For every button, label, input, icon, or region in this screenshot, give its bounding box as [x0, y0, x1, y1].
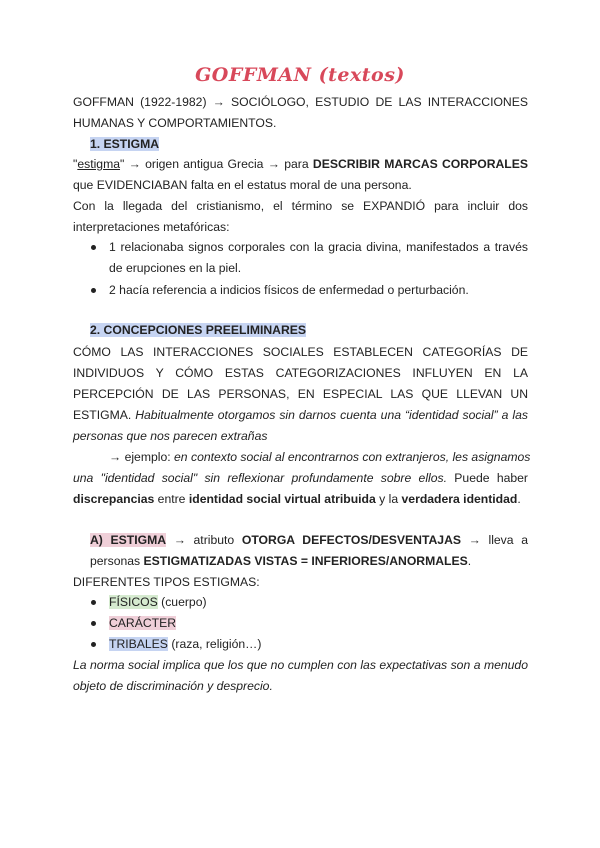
section-a-label: A) ESTIGMA: [90, 533, 167, 547]
bold-text: ESTIGMATIZADAS VISTAS = INFERIORES/ANORMALES: [143, 554, 468, 568]
italic-text: una "identidad social" sin reflexionar profundamente sobre ellos.: [73, 471, 448, 485]
bold-text: verdadera identidad: [401, 492, 518, 506]
paragraph-text: → atributo: [166, 533, 242, 547]
section-1-paragraph-1-line-2: que EVIDENCIABAN falta en el estatus moral de una persona.: [73, 178, 412, 192]
section-2-line-1: CÓMO LAS INTERACCIONES SOCIALES ESTABLECEN CATEGORÍAS DE: [73, 345, 528, 359]
bullet-dot: [91, 245, 96, 250]
type-label: TRIBALES: [109, 637, 168, 651]
section-a-line-2: [90, 554, 528, 569]
paragraph-text: personas: [90, 554, 144, 568]
paragraph-text: .: [467, 554, 472, 568]
quote-mark: ": [73, 157, 78, 171]
section-2-line-8: [73, 492, 528, 507]
italic-text: Habitualmente otorgamos sin darnos cuenta una “identidad social” a las: [135, 408, 528, 422]
type-physical: [109, 595, 528, 610]
section-2-line-3: PERCEPCIÓN DE LAS PERSONAS, EN ESPECIAL LAS QUE LLEVAN UN: [73, 387, 528, 401]
section-2-heading-text: 2. CONCEPCIONES PREELIMINARES: [90, 323, 307, 337]
section-2-line-4: [73, 408, 528, 423]
section-1-paragraph-1-line-1: [73, 157, 528, 172]
section-2-heading: [90, 323, 545, 338]
section-2-line-2: INDIVIDUOS Y CÓMO ESTAS CATEGORIZACIONES INFLUYEN EN LA: [73, 366, 528, 380]
type-tribal: [109, 637, 528, 652]
section-1-paragraph-2-line-2: interpretaciones metafóricas:: [73, 220, 230, 234]
section-1-heading-text: 1. ESTIGMA: [90, 137, 160, 151]
paragraph-text: Puede haber: [447, 471, 528, 485]
quote-mark: ": [120, 157, 125, 171]
section-a-line-1: [90, 533, 528, 548]
paragraph-text: ESTIGMA.: [73, 408, 136, 422]
intro-line-1: GOFFMAN (1922-1982) → SOCIÓLOGO, ESTUDIO DE LAS INTERACCIONES: [73, 95, 528, 109]
bold-text: identidad social virtual atribuida: [188, 492, 376, 506]
paragraph-text: (raza, religión…): [167, 637, 262, 651]
bullet-1-line-2: de erupciones en la piel.: [109, 261, 242, 275]
italic-text: en contexto social al encontrarnos con extranjeros, les asignamos: [174, 450, 531, 464]
paragraph-text: y la: [375, 492, 402, 506]
types-heading: DIFERENTES TIPOS ESTIGMAS:: [73, 575, 260, 589]
document-title: GOFFMAN (textos): [195, 64, 405, 86]
section-1-heading: [90, 137, 545, 152]
intro-line-2: HUMANAS Y COMPORTAMIENTOS.: [73, 116, 277, 130]
italic-text: personas que nos parecen extrañas: [73, 429, 268, 443]
bullet-2: 2 hacía referencia a indicios físicos de enfermedad o perturbación.: [109, 283, 469, 297]
section-2-line-7: [73, 471, 528, 486]
section-1-paragraph-2-line-1: Con la llegada del cristianismo, el término se EXPANDIÓ para incluir dos: [73, 199, 528, 213]
section-2-line-5: [73, 429, 528, 444]
bold-text: DESCRIBIR MARCAS CORPORALES: [312, 157, 529, 171]
type-character: [109, 616, 528, 631]
bullet-dot: [91, 621, 96, 626]
italic-text: objeto de discriminación y desprecio.: [73, 679, 273, 693]
paragraph-text: .: [517, 492, 521, 506]
bullet-1-line-1: 1 relacionaba signos corporales con la gracia divina, manifestados a través: [109, 240, 528, 254]
type-label: CARÁCTER: [109, 616, 177, 630]
bullet-dot: [91, 642, 96, 647]
bold-text: discrepancias: [73, 492, 155, 506]
type-label: FÍSICOS: [109, 595, 158, 609]
closing-line-1: [73, 658, 528, 673]
closing-line-2: [73, 679, 528, 694]
paragraph-text: → lleva a: [461, 533, 528, 547]
paragraph-text: → ejemplo:: [109, 450, 175, 464]
bullet-dot: [91, 288, 96, 293]
bullet-dot: [91, 600, 96, 605]
term-estigma: estigma: [77, 157, 121, 171]
italic-text: La norma social implica que los que no cumplen con las expectativas son a menudo: [73, 658, 528, 672]
paragraph-text: → origen antigua Grecia → para: [124, 157, 313, 171]
paragraph-text: (cuerpo): [157, 595, 207, 609]
section-2-line-6: [109, 450, 531, 465]
paragraph-text: entre: [154, 492, 189, 506]
bold-text: OTORGA DEFECTOS/DESVENTAJAS: [241, 533, 461, 547]
